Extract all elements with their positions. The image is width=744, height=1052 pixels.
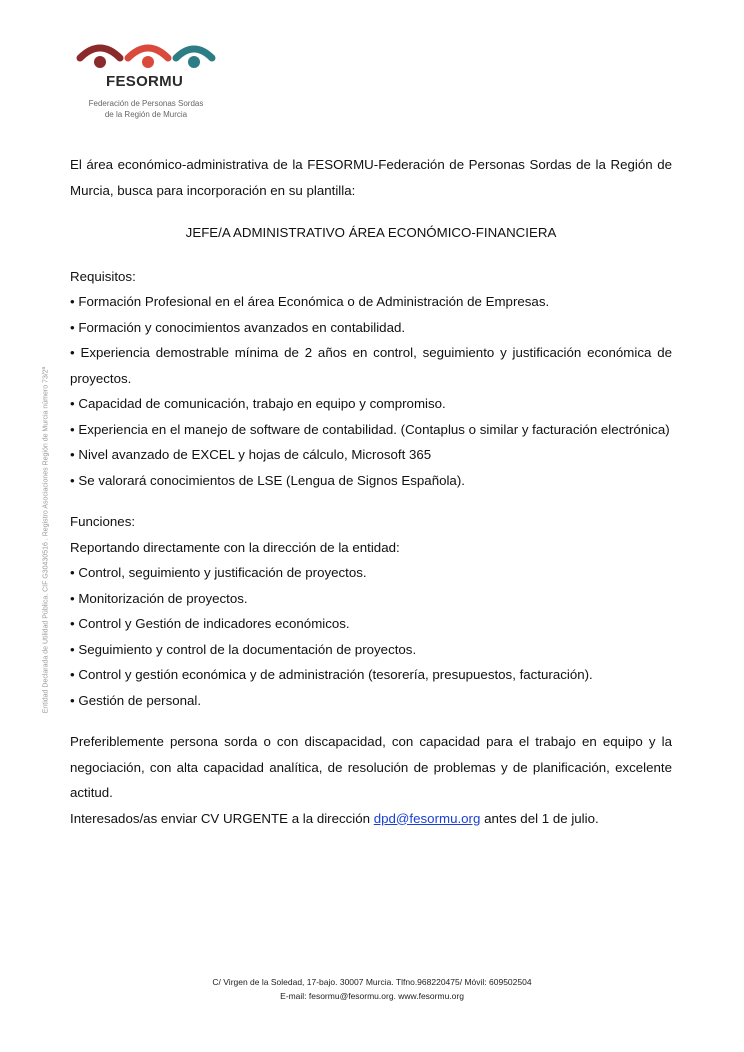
side-legal-note: Entidad Declarada de Utilidad Pública. CIF G30430516 . Registro Asociaciones Región de Murcia número 73/2ª	[42, 366, 50, 714]
closing-paragraph: Preferiblemente persona sorda o con discapacidad, con capacidad para el trabajo en equipo y la negociación, con alta capacidad analítica, de resolución de problemas y de planificación, excelente actitud.	[70, 734, 672, 800]
requisitos-list	[70, 289, 672, 493]
footer-contact: E-mail: fesormu@fesormu.org. www.fesormu.org	[280, 991, 464, 1001]
list-item: • Se valorará conocimientos de LSE (Lengua de Signos Española).	[70, 468, 672, 494]
funciones-list	[70, 560, 672, 713]
list-item: • Formación Profesional en el área Económica o de Administración de Empresas.	[70, 289, 672, 315]
list-item: • Capacidad de comunicación, trabajo en equipo y compromiso.	[70, 391, 672, 417]
funciones-heading: Funciones:	[70, 514, 136, 529]
logo-name: FESORMU	[106, 73, 184, 90]
document-body	[70, 152, 672, 831]
logo-subtitle-line2: de la Región de Murcia	[104, 110, 188, 119]
list-item: • Control, seguimiento y justificación de proyectos.	[70, 560, 672, 586]
contact-text-after: antes del 1 de julio.	[480, 810, 599, 826]
list-item: • Gestión de personal.	[70, 688, 672, 714]
logo-arcs-icon	[76, 38, 216, 72]
intro-paragraph: El área económico-administrativa de la FESORMU-Federación de Personas Sordas de la Región de Murcia, busca para incorporación en su plantilla:	[70, 157, 672, 198]
footer	[0, 975, 744, 1003]
job-title: JEFE/A ADMINISTRATIVO ÁREA ECONÓMICO-FINANCIERA	[185, 225, 557, 240]
funciones-lead: Reportando directamente con la dirección de la entidad:	[70, 539, 400, 555]
list-item: • Formación y conocimientos avanzados en contabilidad.	[70, 315, 672, 341]
list-item: • Nivel avanzado de EXCEL y hojas de cálculo, Microsoft 365	[70, 442, 672, 468]
fesormu-logo	[70, 38, 220, 128]
logo-subtitle	[76, 98, 216, 120]
contact-line	[70, 806, 672, 832]
list-item: • Monitorización de proyectos.	[70, 586, 672, 612]
contact-text-before: Interesados/as enviar CV URGENTE a la dirección	[70, 810, 374, 826]
list-item: • Control y gestión económica y de administración (tesorería, presupuestos, facturación).	[70, 662, 672, 688]
footer-address: C/ Virgen de la Soledad, 17-bajo. 30007 Murcia. Tlfno.968220475/ Móvil: 609502504	[212, 977, 532, 987]
email-link[interactable]: dpd@fesormu.org	[373, 810, 481, 826]
list-item: • Seguimiento y control de la documentación de proyectos.	[70, 637, 672, 663]
logo-subtitle-line1: Federación de Personas Sordas	[88, 99, 204, 108]
list-item: • Experiencia en el manejo de software de contabilidad. (Contaplus o similar y facturación electrónica)	[70, 417, 672, 443]
list-item: • Control y Gestión de indicadores económicos.	[70, 611, 672, 637]
list-item: • Experiencia demostrable mínima de 2 años en control, seguimiento y justificación económica de proyectos.	[70, 340, 672, 391]
requisitos-heading: Requisitos:	[70, 268, 136, 284]
